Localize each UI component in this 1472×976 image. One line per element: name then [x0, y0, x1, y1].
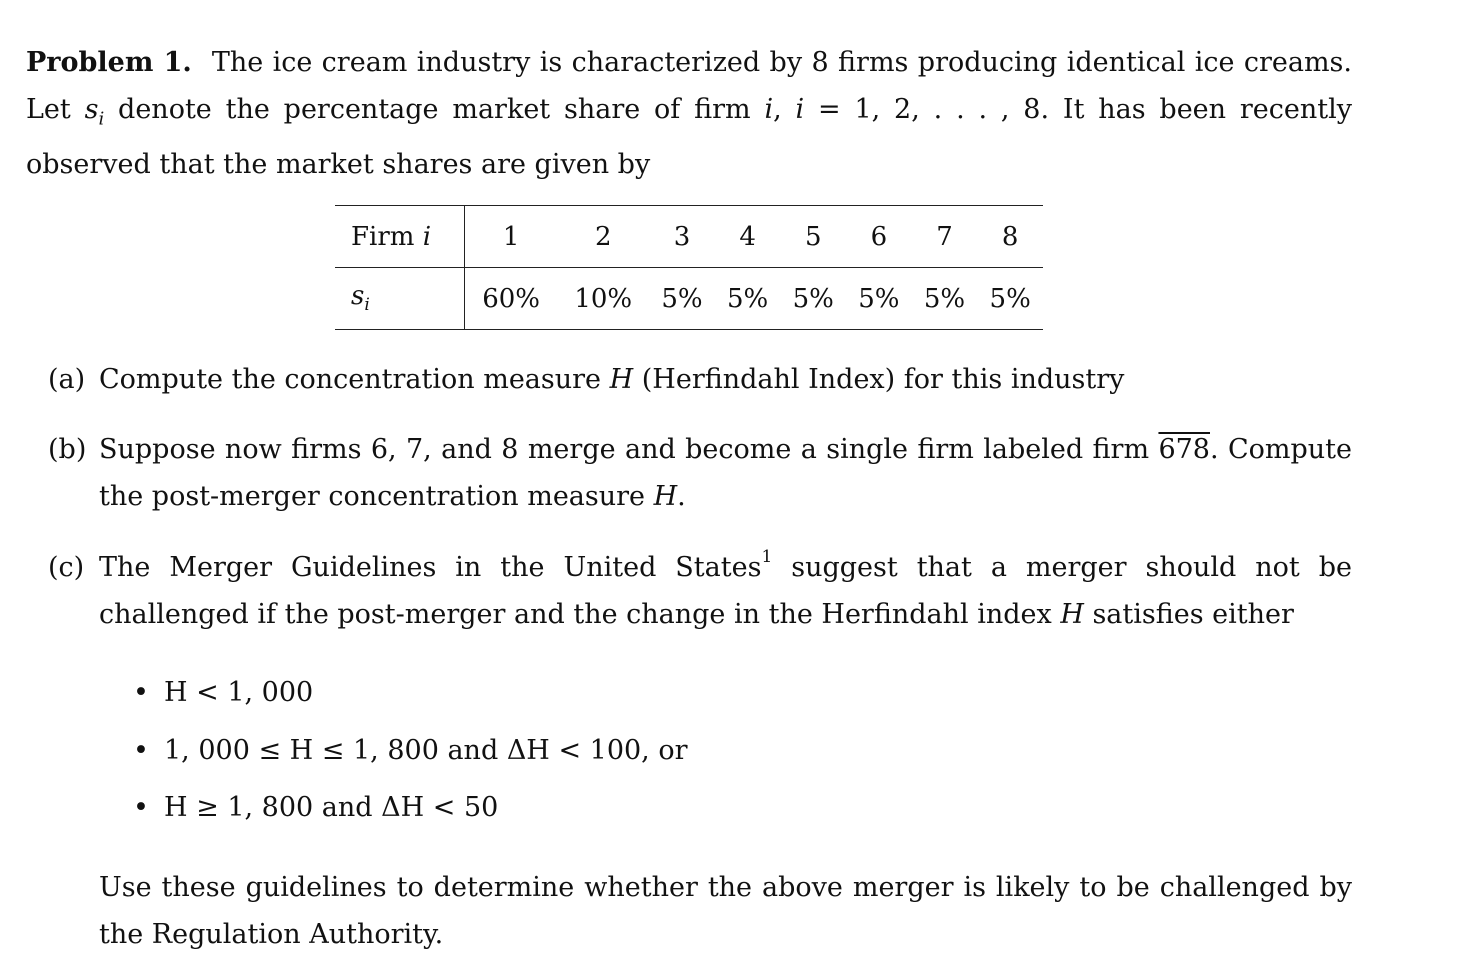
- firm-cell: 1: [465, 206, 558, 268]
- firm-cell: 4: [715, 206, 781, 268]
- share-cell: 5%: [912, 268, 978, 330]
- part-b-var: H: [653, 481, 678, 512]
- firm-row: [335, 206, 1043, 268]
- part-c-text-2: suggest that a merger should not be challenged if the post-merger and the change in the Herfindahl index: [99, 552, 1352, 630]
- part-b-text-3: .: [677, 481, 686, 512]
- intro-text-2: denote the percentage market share of firm: [104, 93, 765, 125]
- intro-sep: ,: [773, 93, 796, 125]
- guideline-list: [133, 670, 933, 843]
- closing-instruction: Use these guidelines to determine whether the above merger is likely to be challenged by the Regulation Authority.: [99, 872, 1352, 950]
- share-cell: 10%: [557, 268, 649, 330]
- part-c-body: [99, 544, 1352, 638]
- intro-range: = 1, 2, . . . , 8: [804, 93, 1041, 125]
- bullet-icon: •: [133, 734, 149, 766]
- firm-cell: 5: [780, 206, 846, 268]
- part-a-body: [99, 356, 1352, 403]
- intro-sub-i: i: [98, 107, 105, 129]
- part-c-tag: (c): [48, 552, 85, 583]
- share-cell: 5%: [846, 268, 912, 330]
- guideline-text: H < 1, 000: [164, 677, 314, 708]
- share-cell: 5%: [780, 268, 846, 330]
- firm-cell: 2: [557, 206, 649, 268]
- firm-cell: 3: [649, 206, 715, 268]
- market-share-table: [335, 205, 1043, 330]
- intro-text-3: . It has been recently observed that the market shares are given by: [26, 93, 1352, 181]
- guideline-item: [133, 785, 933, 843]
- intro-var-i1: i: [764, 93, 774, 125]
- guideline-item: [133, 728, 933, 786]
- part-a-var: H: [609, 364, 634, 395]
- guideline-text: 1, 000 ≤ H ≤ 1, 800 and ΔH < 100, or: [164, 734, 688, 766]
- part-c: [48, 544, 1352, 638]
- share-row-label: [335, 268, 465, 330]
- part-a-text-2: (Herfindahl Index) for this industry: [633, 364, 1125, 395]
- part-b-text-1: Suppose now firms 6, 7, and 8 merge and become a single firm labeled firm: [99, 434, 1159, 465]
- share-cell: 5%: [649, 268, 715, 330]
- footnote-marker: 1: [761, 547, 773, 567]
- merged-firm-label: 678: [1158, 434, 1210, 465]
- firm-row-label: [335, 206, 465, 268]
- part-b-text-2: . Compute the post-merger concentration measure: [99, 434, 1352, 512]
- firm-label-var: i: [422, 221, 432, 252]
- part-b-body: [99, 426, 1352, 520]
- firm-cell: 6: [846, 206, 912, 268]
- share-label-sub: i: [364, 295, 370, 316]
- part-b: [48, 426, 1352, 520]
- part-c-text-3: satisfies either: [1083, 599, 1294, 630]
- share-cell: 5%: [977, 268, 1043, 330]
- part-c-var: H: [1060, 599, 1084, 630]
- bullet-icon: •: [133, 677, 149, 708]
- firm-label-text: Firm: [351, 221, 423, 252]
- part-a-text-1: Compute the concentration measure: [99, 364, 610, 395]
- guideline-item: [133, 670, 933, 728]
- intro-text-1: The ice cream industry is characterized by 8 firms producing identical ice creams. Let: [26, 47, 1352, 125]
- problem-intro: [26, 40, 1352, 189]
- part-c-text-1: The Merger Guidelines in the United States: [99, 552, 762, 583]
- part-a: [48, 356, 1352, 403]
- intro-var-i2: i: [795, 93, 805, 125]
- share-cell: 60%: [465, 268, 558, 330]
- share-label-var: s: [351, 281, 365, 312]
- intro-var-s: s: [84, 93, 99, 125]
- share-row: [335, 268, 1043, 330]
- part-a-tag: (a): [48, 364, 86, 395]
- share-cell: 5%: [715, 268, 781, 330]
- firm-cell: 7: [912, 206, 978, 268]
- bullet-icon: •: [133, 792, 149, 823]
- firm-cell: 8: [977, 206, 1043, 268]
- part-b-tag: (b): [48, 434, 87, 465]
- guideline-text: H ≥ 1, 800 and ΔH < 50: [164, 792, 499, 823]
- problem-heading: Problem 1.: [26, 47, 192, 78]
